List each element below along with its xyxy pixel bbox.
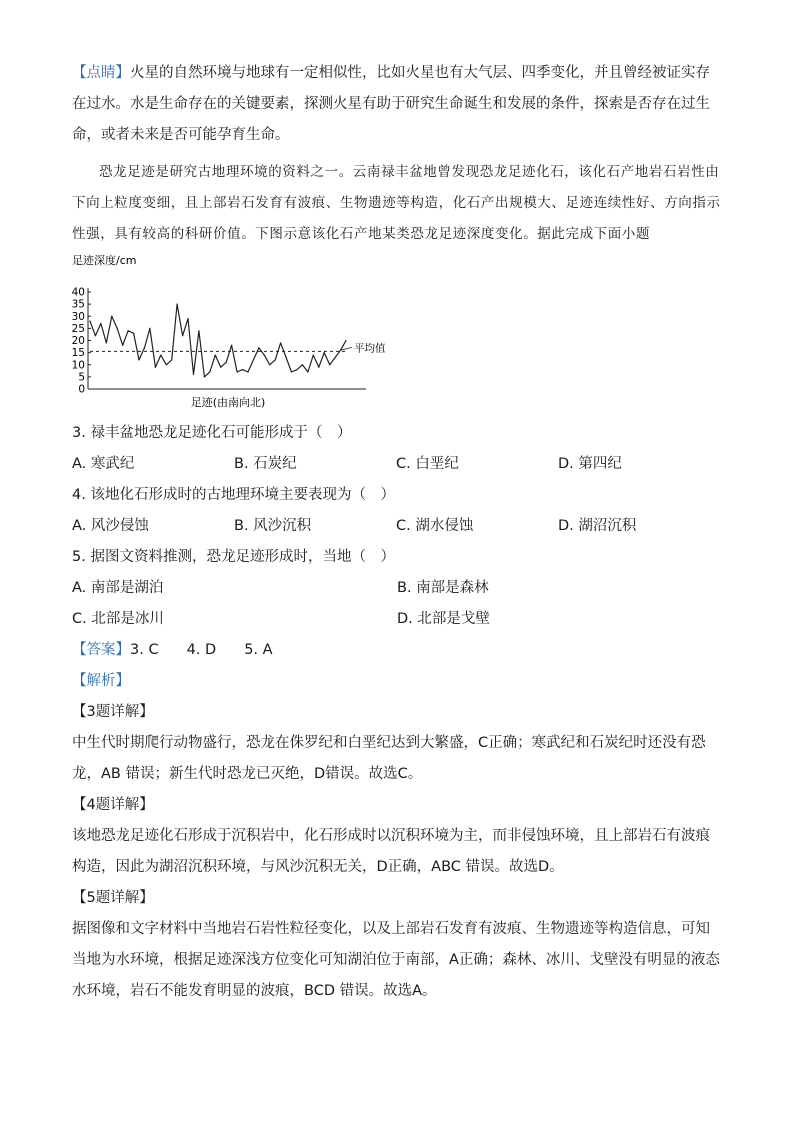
intro-paragraph: 恐龙足迹是研究古地理环境的资料之一。云南禄丰盆地曾发现恐龙足迹化石，该化石产地岩石岩性由下向上粒度变细，且上部岩石发育有波痕、生物遗迹等构造，化石产出规模大、足迹连续性好、方向指示性强，具有较高的科研价值。下图示意该化石产地某类恐龙足迹深度变化。据此完成下面小题 [72, 164, 721, 242]
q3-option-d[interactable]: D. 第四纪 [558, 456, 622, 472]
depth-point-17 [177, 304, 178, 305]
q4-option-c[interactable]: C. 湖水侵蚀 [396, 518, 474, 534]
depth-point-30 [247, 371, 248, 372]
dianjing-paragraph [72, 58, 722, 151]
depth-point-20 [193, 374, 194, 375]
depth-point-8 [128, 330, 129, 331]
depth-point-29 [242, 369, 243, 370]
y-tick-label-25: 25 [71, 322, 85, 335]
q5-option-c[interactable]: C. 北部是冰川 [72, 611, 164, 627]
document-page [72, 58, 722, 1007]
q5-option-d[interactable]: D. 北部是戈壁 [397, 611, 490, 627]
dianjing-tag: 【点睛】 [72, 65, 130, 81]
question-3-options [72, 449, 722, 480]
answer-line [72, 635, 722, 666]
analysis-tag: 【解析】 [72, 673, 130, 689]
detail-3-tag: 【3题详解】 [72, 704, 154, 720]
y-tick-label-15: 15 [71, 347, 85, 360]
depth-point-10 [138, 359, 139, 360]
average-label: 平均值 [354, 342, 386, 355]
detail-5-text: 据图像和文字材料中当地岩石岩性粒径变化，以及上部岩石发育有波痕、生物遗迹等构造信息，可知当地为水环境，根据足迹深浅方位变化可知湖泊位于南部，A正确；森林、冰川、戈壁没有明显的液态水环境，岩石不能发育明显的波痕，BCD 错误。故选A。 [72, 921, 720, 999]
depth-point-35 [275, 359, 276, 360]
depth-point-27 [231, 345, 232, 346]
detail-5-tag: 【5题详解】 [72, 890, 154, 906]
depth-point-33 [264, 354, 265, 355]
answer-3: 3. C [130, 642, 159, 658]
y-tick-label-0: 0 [78, 383, 85, 396]
depth-point-32 [258, 347, 259, 348]
depth-point-13 [155, 367, 156, 368]
depth-point-group [89, 304, 346, 378]
depth-point-39 [296, 369, 297, 370]
depth-point-36 [280, 342, 281, 343]
depth-point-45 [329, 364, 330, 365]
depth-point-7 [122, 345, 123, 346]
detail-4-tag: 【4题详解】 [72, 797, 154, 813]
depth-point-5 [111, 316, 112, 317]
depth-point-46 [335, 357, 336, 358]
dianjing-text: 火星的自然环境与地球有一定相似性，比如火星也有大气层、四季变化，并且曾经被证实存在过水。水是生命存在的关键要素，探测火星有助于研究生命诞生和发展的条件，探索是否存在过生命，或者未来是否可能孕育生命。 [72, 65, 710, 143]
y-axis-label: 足迹深度/cm [72, 254, 137, 267]
depth-point-9 [133, 333, 134, 334]
q3-option-b[interactable]: B. 石炭纪 [234, 456, 297, 472]
depth-point-47 [340, 350, 341, 351]
depth-point-26 [226, 362, 227, 363]
depth-point-11 [144, 347, 145, 348]
question-4-stem: 4. 该地化石形成时的古地理环境主要表现为（ ） [72, 487, 395, 503]
depth-point-6 [117, 328, 118, 329]
question-5-options-row-1 [72, 573, 722, 604]
question-5-options-row-2 [72, 604, 722, 635]
depth-point-18 [182, 335, 183, 336]
depth-point-42 [313, 354, 314, 355]
y-tick-label-20: 20 [71, 335, 85, 347]
answer-tag: 【答案】 [72, 642, 130, 658]
footprint-depth-chart [70, 252, 410, 412]
question-4-options [72, 511, 722, 542]
y-tick-label-5: 5 [78, 371, 85, 384]
depth-point-16 [171, 359, 172, 360]
q5-option-a[interactable]: A. 南部是湖泊 [72, 580, 164, 596]
depth-point-1 [89, 321, 90, 322]
depth-point-37 [285, 357, 286, 358]
depth-point-43 [318, 367, 319, 368]
q4-option-a[interactable]: A. 风沙侵蚀 [72, 518, 149, 534]
depth-point-25 [220, 367, 221, 368]
depth-point-12 [149, 328, 150, 329]
depth-point-31 [253, 359, 254, 360]
answer-5: 5. A [244, 642, 273, 658]
detail-3-text: 中生代时期爬行动物盛行，恐龙在侏罗纪和白垩纪达到大繁盛，C正确；寒武纪和石炭纪时还没有恐龙，AB 错误；新生代时恐龙已灭绝，D错误。故选C。 [72, 735, 706, 782]
y-tick-label-40: 40 [71, 286, 85, 299]
depth-series-line [90, 304, 346, 377]
answer-4: 4. D [186, 642, 217, 658]
depth-point-23 [209, 371, 210, 372]
y-tick-label-30: 30 [71, 310, 85, 323]
depth-point-28 [236, 371, 237, 372]
depth-point-40 [302, 364, 303, 365]
q5-option-b[interactable]: B. 南部是森林 [397, 580, 489, 596]
question-5-stem: 5. 据图文资料推测，恐龙足迹形成时，当地（ ） [72, 549, 395, 565]
depth-point-24 [215, 354, 216, 355]
depth-point-41 [307, 371, 308, 372]
q3-option-c[interactable]: C. 白垩纪 [396, 456, 459, 472]
depth-point-38 [291, 371, 292, 372]
depth-point-14 [160, 354, 161, 355]
depth-point-4 [106, 342, 107, 343]
x-axis-label: 足迹(由南向北) [190, 396, 266, 409]
depth-point-48 [345, 340, 346, 341]
y-tick-label-10: 10 [71, 359, 85, 372]
detail-4-text: 该地恐龙足迹化石形成于沉积岩中，化石形成时以沉积环境为主，而非侵蚀环境，且上部岩石有波痕构造，因此为湖沼沉积环境，与风沙沉积无关，D正确，ABC 错误。故选D。 [72, 828, 710, 875]
depth-point-19 [187, 318, 188, 319]
q4-option-b[interactable]: B. 风沙沉积 [234, 518, 312, 534]
depth-point-34 [269, 364, 270, 365]
depth-point-15 [166, 364, 167, 365]
depth-point-2 [95, 335, 96, 336]
question-3-stem: 3. 禄丰盆地恐龙足迹化石可能形成于（ ） [72, 425, 352, 441]
depth-point-44 [324, 352, 325, 353]
depth-point-3 [100, 323, 101, 324]
depth-point-21 [198, 330, 199, 331]
q3-option-a[interactable]: A. 寒武纪 [72, 456, 135, 472]
q4-option-d[interactable]: D. 湖沼沉积 [558, 518, 637, 534]
depth-point-22 [204, 376, 205, 377]
y-tick-label-35: 35 [71, 298, 85, 311]
